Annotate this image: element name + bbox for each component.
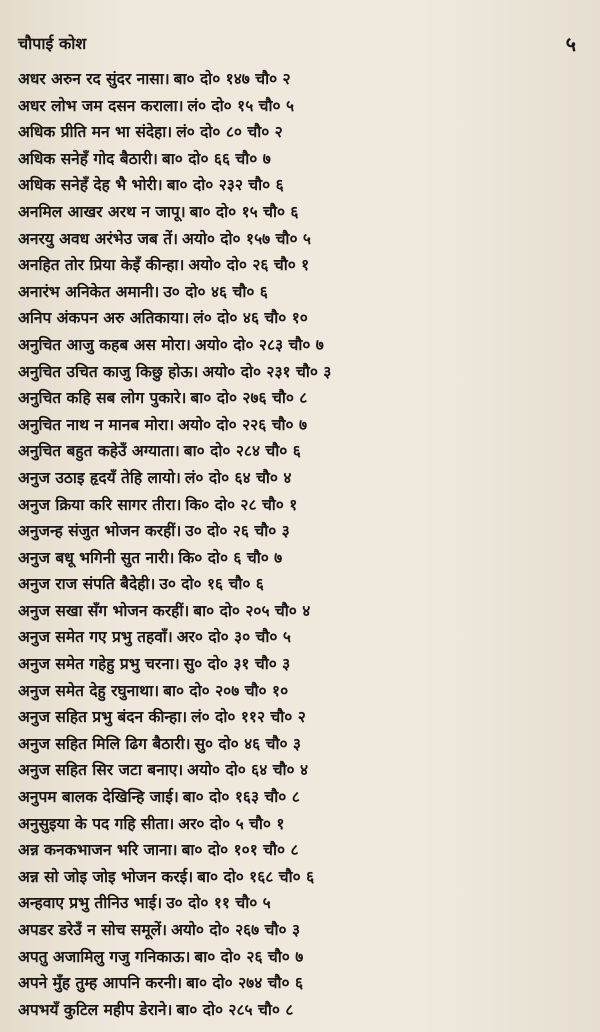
verse-reference: बा० दो० २८४ चौ० ६	[183, 442, 301, 461]
verse-text: अपडर डरेउँ न सोच समूलें।	[18, 921, 168, 939]
list-item	[18, 146, 588, 173]
verse-reference: बा० दो० २६ चौ० ७	[194, 947, 304, 966]
verse-text: अनुपम बालक देखिन्हि जाई।	[18, 788, 179, 807]
verse-text: अनुचित नाथ न मानब मोरा।	[18, 415, 175, 434]
verse-reference: बा० दो० २८५ चौ० ८	[176, 1000, 294, 1019]
list-item	[18, 385, 588, 412]
verse-reference: अयो० दो० २३१ चौ० ३	[202, 362, 332, 381]
verse-text: अधर अरुन रद सुंदर नासा।	[18, 70, 170, 88]
verse-text: अपतु अजामिलु गजु गनिकाऊ।	[18, 947, 191, 966]
verse-reference: सु० दो० ३१ चौ० ३	[183, 655, 291, 674]
verse-reference: उ० दो० १६ चौ० ६	[159, 575, 264, 594]
verse-text: अनहित तोर प्रिया केइँ कीन्हा।	[18, 256, 185, 275]
verse-text: अनुसुइया के पद गहि सीता।	[18, 814, 175, 833]
verse-text: अनुज राज संपति बैदेही।	[18, 575, 156, 594]
list-item	[18, 199, 588, 226]
list-item	[18, 837, 588, 864]
verse-reference: उ० दो० २६ चौ० ३	[185, 522, 290, 541]
verse-reference: लं० दो० ८० चौ० २	[176, 123, 283, 142]
running-head-title: चौपाई कोश	[18, 34, 87, 53]
verse-text: अन्न सो जोइ जोइ भोजन करई।	[18, 867, 194, 886]
list-item	[18, 598, 588, 625]
verse-text: अन्हवाए प्रभु तीनिउ भाई।	[18, 894, 163, 913]
verse-text: अनुज क्रिया करि सागर तीरा।	[18, 495, 182, 514]
list-item	[18, 545, 588, 572]
verse-text: अनारंभ अनिकेत अमानी।	[18, 282, 160, 301]
verse-text: अनिप अंकपन अरु अतिकाया।	[18, 309, 190, 328]
list-item	[18, 997, 588, 1024]
list-item	[18, 678, 588, 705]
verse-reference: बा० दो० १०१ चौ० ८	[181, 841, 299, 860]
verse-reference: अयो० दो० ६४ चौ० ४	[187, 761, 309, 780]
list-item	[18, 571, 588, 598]
verse-reference: बा० दो० २७४ चौ० ६	[186, 974, 304, 993]
list-item	[18, 66, 588, 93]
verse-text: अनुजन्ह संजुत भोजन करहीं।	[18, 522, 182, 541]
verse-reference: लं० दो० ११२ चौ० २	[191, 708, 306, 727]
verse-text: अनुज बधू भगिनी सुत नारी।	[18, 548, 175, 567]
list-item	[18, 651, 588, 678]
verse-reference: लं० दो० ४६ चौ० १०	[193, 309, 308, 328]
verse-reference: अयो० दो० २८३ चौ० ७	[194, 335, 324, 354]
verse-index-list	[18, 66, 588, 1023]
verse-text: अनमिल आखर अरथ न जापू।	[18, 202, 186, 221]
list-item	[18, 332, 588, 359]
list-item	[18, 890, 588, 917]
verse-reference: बा० दो० २०५ चौ० ४	[193, 601, 311, 620]
verse-reference: अयो० दो० २६ चौ० १	[188, 256, 310, 275]
verse-text: अनुचित कहि सब लोग पुकारे।	[18, 389, 187, 408]
list-item	[18, 624, 588, 651]
list-item	[18, 757, 588, 784]
page-number: ५	[565, 31, 576, 56]
list-item	[18, 93, 588, 120]
verse-reference: लं० दो० १५ चौ० ५	[187, 96, 295, 115]
verse-reference: अयो० दो० २६७ चौ० ३	[171, 921, 301, 939]
verse-reference: बा० दो० २७६ चौ० ८	[190, 389, 308, 408]
verse-reference: लं० दो० ६४ चौ० ४	[184, 468, 292, 487]
verse-text: अधर लोभ जम दसन कराला।	[18, 96, 184, 115]
page-header	[18, 28, 582, 58]
list-item	[18, 465, 588, 492]
list-item	[18, 704, 588, 731]
list-item	[18, 279, 588, 306]
verse-reference: सु० दो० ४६ चौ० ३	[194, 734, 301, 753]
list-item	[18, 970, 588, 997]
verse-text: अपभयँ कुटिल महीप डेराने।	[18, 1000, 173, 1019]
verse-text: अनुज सहित मिलि ढिग बैठारी।	[18, 734, 191, 753]
list-item	[18, 864, 588, 891]
verse-reference: उ० दो० ४६ चौ० ६	[163, 282, 268, 301]
verse-reference: बा० दो० १४७ चौ० २	[173, 70, 291, 88]
list-item	[18, 438, 588, 465]
verse-text: अधिक प्रीति मन भा संदेहा।	[18, 123, 173, 142]
list-item	[18, 917, 588, 944]
verse-text: अनुज उठाइ हृदयँ तेहि लायो।	[18, 468, 181, 487]
list-item	[18, 492, 588, 519]
list-item	[18, 252, 588, 279]
verse-reference: अर० दो० ३० चौ० ५	[176, 628, 291, 647]
list-item	[18, 412, 588, 439]
verse-reference: अयो० दो० २२६ चौ० ७	[178, 415, 308, 434]
verse-text: अनुज सहित सिर जटा बनाए।	[18, 761, 184, 780]
list-item	[18, 359, 588, 386]
verse-reference: बा० दो० २०७ चौ० १०	[163, 681, 289, 700]
verse-text: अनुज सखा सँग भोजन करहीं।	[18, 601, 190, 620]
verse-reference: कि० दो० २८ चौ० १	[185, 495, 298, 514]
verse-text: अनरयु अवध अरंभेउ जब तें।	[18, 229, 178, 248]
verse-text: अन्न कनकभाजन भरि जाना।	[18, 841, 178, 860]
list-item	[18, 731, 588, 758]
list-item	[18, 784, 588, 811]
verse-text: अनुचित उचित काजु किछु होऊ।	[18, 362, 199, 381]
list-item	[18, 518, 588, 545]
list-item	[18, 305, 588, 332]
verse-reference: बा० दो० २३२ चौ० ६	[166, 176, 284, 195]
verse-reference: बा० दो० १६८ चौ० ६	[197, 867, 315, 886]
verse-text: अधिक सनेहँ देह भै भोरी।	[18, 176, 163, 195]
verse-text: अधिक सनेहँ गोद बैठारी।	[18, 149, 158, 168]
verse-reference: बा० दो० ६६ चौ० ७	[161, 149, 271, 168]
verse-reference: उ० दो० ११ चौ० ५	[166, 894, 271, 913]
verse-text: अनुज सहित प्रभु बंदन कीन्हा।	[18, 708, 188, 727]
verse-reference: अर० दो० ५ चौ० १	[178, 814, 285, 833]
verse-text: अनुचित आजु कहब अस मोरा।	[18, 335, 191, 354]
list-item	[18, 944, 588, 971]
verse-reference: कि० दो० ६ चौ० ७	[178, 548, 283, 567]
verse-reference: अयो० दो० १५७ चौ० ५	[182, 229, 311, 248]
verse-text: अनुचित बहुत कहेउँ अग्याता।	[18, 442, 180, 461]
verse-text: अनुज समेत देहु रघुनाथा।	[18, 681, 160, 700]
verse-text: अपने मुँह तुम्ह आपनि करनी।	[18, 974, 183, 993]
list-item	[18, 119, 588, 146]
verse-reference: बा० दो० १५ चौ० ६	[189, 202, 299, 221]
verse-text: अनुज समेत गहेहु प्रभु चरना।	[18, 655, 180, 674]
list-item	[18, 226, 588, 253]
list-item	[18, 172, 588, 199]
list-item	[18, 811, 588, 838]
verse-text: अनुज समेत गए प्रभु तहवाँ।	[18, 628, 173, 647]
verse-reference: बा० दो० १६३ चौ० ८	[182, 788, 300, 807]
